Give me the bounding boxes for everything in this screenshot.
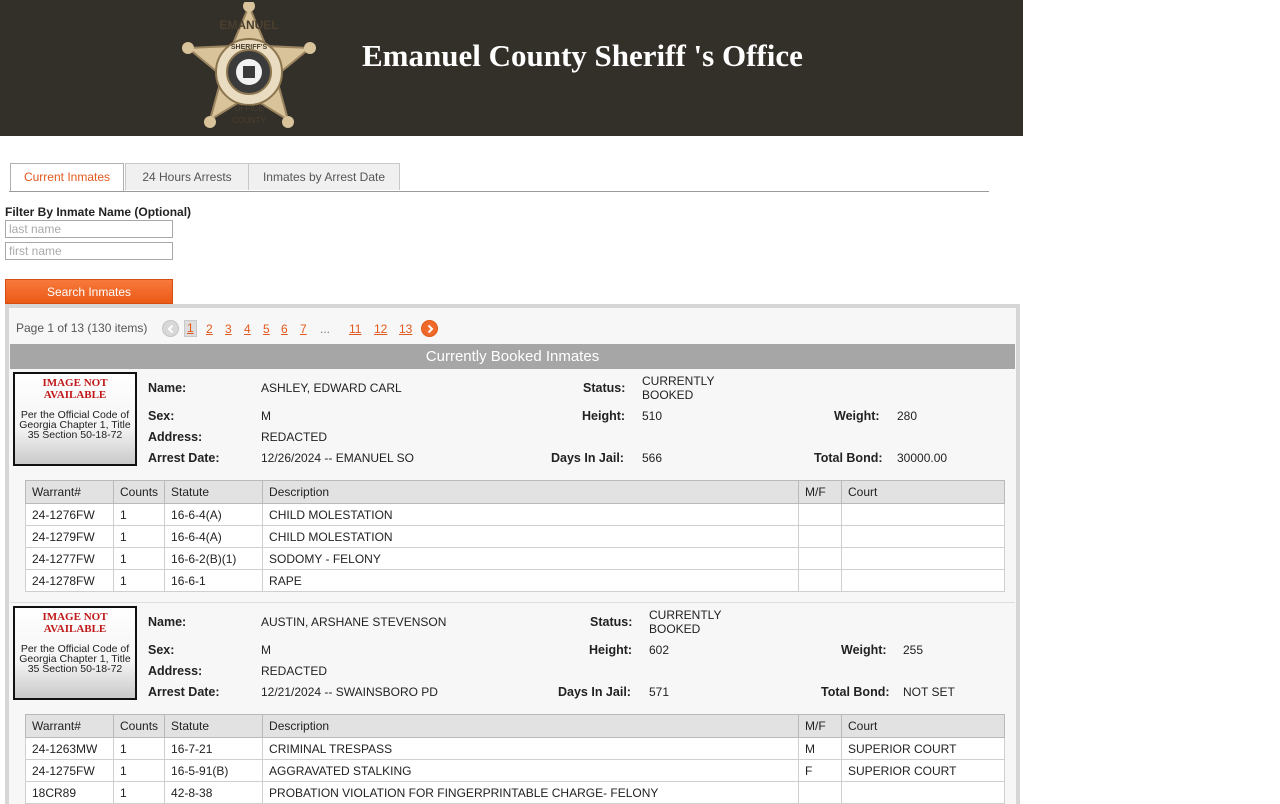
sheriff-badge-logo xyxy=(178,2,320,134)
total-bond-label: Total Bond: xyxy=(814,451,883,465)
grid-title: Currently Booked Inmates xyxy=(10,344,1015,369)
arrest-date-label: Arrest Date: xyxy=(148,451,220,465)
site-title: Emanuel County Sheriff 's Office xyxy=(362,38,803,73)
inmate-name[interactable]: AUSTIN, ARSHANE STEVENSON xyxy=(261,615,447,629)
chevron-left-icon xyxy=(166,324,176,334)
statute-cell: 16-6-4(A) xyxy=(165,504,263,526)
page-link-3[interactable]: 3 xyxy=(225,322,232,336)
sex-label: Sex: xyxy=(148,409,175,423)
statute-cell: 16-5-91(B) xyxy=(165,760,263,782)
prev-page-button[interactable] xyxy=(162,320,179,337)
table-row xyxy=(26,738,1005,760)
court-cell xyxy=(842,570,1005,592)
inmate-record xyxy=(10,369,1015,599)
tab-inmates-by-arrest-date[interactable]: Inmates by Arrest Date xyxy=(248,163,400,190)
counts-cell: 1 xyxy=(114,570,165,592)
arrest-date-label: Arrest Date: xyxy=(148,685,220,699)
inmates-grid xyxy=(5,304,1020,804)
address-label: Address: xyxy=(148,430,203,444)
table-row xyxy=(26,504,1005,526)
col-description: Description xyxy=(263,715,799,738)
court-cell: SUPERIOR COURT xyxy=(842,738,1005,760)
description-cell: AGGRAVATED STALKING xyxy=(263,760,799,782)
arrest-date-value: 12/21/2024 -- SWAINSBORO PD xyxy=(261,685,438,699)
table-row xyxy=(26,526,1005,548)
mf-cell xyxy=(799,548,842,570)
status-value-line1: CURRENTLY xyxy=(642,374,715,388)
georgia-code-text: Per the Official Code of Georgia Chapter 1, Title 35 Section 50-18-72 xyxy=(19,643,131,675)
charges-header-row xyxy=(26,715,1005,738)
description-cell: CRIMINAL TRESPASS xyxy=(263,738,799,760)
name-label: Name: xyxy=(148,381,187,395)
height-value: 510 xyxy=(642,409,663,423)
svg-text:SHERIFF'S: SHERIFF'S xyxy=(230,44,268,51)
inmate-photo-placeholder xyxy=(13,372,137,466)
page-link-2[interactable]: 2 xyxy=(206,322,213,336)
inmate-photo-placeholder xyxy=(13,606,137,700)
description-cell: SODOMY - FELONY xyxy=(263,548,799,570)
mf-cell xyxy=(799,526,842,548)
tab-current-inmates[interactable]: Current Inmates xyxy=(10,163,124,191)
address-value: REDACTED xyxy=(261,430,328,444)
total-bond-value: NOT SET xyxy=(903,685,955,699)
col-description: Description xyxy=(263,481,799,504)
status-value-line1: CURRENTLY xyxy=(649,608,722,622)
statute-cell: 16-6-2(B)(1) xyxy=(165,548,263,570)
site-header xyxy=(0,0,1023,136)
filter-label: Filter By Inmate Name (Optional) xyxy=(5,205,192,219)
col-court: Court xyxy=(842,481,1005,504)
counts-cell: 1 xyxy=(114,548,165,570)
days-in-jail-label: Days In Jail: xyxy=(551,451,624,465)
page-link-1[interactable]: 1 xyxy=(184,320,197,337)
page-link-6[interactable]: 6 xyxy=(281,322,288,336)
days-in-jail-label: Days In Jail: xyxy=(558,685,631,699)
total-bond-value: 30000.00 xyxy=(897,451,948,465)
counts-cell: 1 xyxy=(114,738,165,760)
statute-cell: 42-8-38 xyxy=(165,782,263,804)
georgia-code-text: Per the Official Code of Georgia Chapter 1, Title 35 Section 50-18-72 xyxy=(19,409,131,441)
height-label: Height: xyxy=(589,643,633,657)
counts-cell: 1 xyxy=(114,526,165,548)
mf-cell: F xyxy=(799,760,842,782)
court-cell xyxy=(842,504,1005,526)
mf-cell xyxy=(799,504,842,526)
svg-text:COUNTY: COUNTY xyxy=(232,116,266,125)
col-warrant: Warrant# xyxy=(26,481,114,504)
statute-cell: 16-6-4(A) xyxy=(165,526,263,548)
tab-24-hours-arrests[interactable]: 24 Hours Arrests xyxy=(125,163,249,190)
description-cell: CHILD MOLESTATION xyxy=(263,504,799,526)
table-row xyxy=(26,782,1005,804)
col-statute: Statute xyxy=(165,481,263,504)
warrant-cell: 24-1278FW xyxy=(26,570,114,592)
counts-cell: 1 xyxy=(114,782,165,804)
description-cell: CHILD MOLESTATION xyxy=(263,526,799,548)
statute-cell: 16-7-21 xyxy=(165,738,263,760)
status-label: Status: xyxy=(590,615,633,629)
mf-cell xyxy=(799,782,842,804)
col-counts: Counts xyxy=(114,481,165,504)
court-cell xyxy=(842,782,1005,804)
warrant-cell: 24-1263MW xyxy=(26,738,114,760)
table-row xyxy=(26,760,1005,782)
days-in-jail-value: 566 xyxy=(642,451,663,465)
page-link-13[interactable]: 13 xyxy=(399,322,413,336)
inmate-name[interactable]: ASHLEY, EDWARD CARL xyxy=(261,381,402,395)
col-court: Court xyxy=(842,715,1005,738)
weight-label: Weight: xyxy=(834,409,880,423)
mf-cell: M xyxy=(799,738,842,760)
page-link-7[interactable]: 7 xyxy=(300,322,307,336)
statute-cell: 16-6-1 xyxy=(165,570,263,592)
col-mf: M/F xyxy=(799,715,842,738)
table-row xyxy=(26,570,1005,592)
days-in-jail-value: 571 xyxy=(649,685,670,699)
warrant-cell: 24-1279FW xyxy=(26,526,114,548)
col-counts: Counts xyxy=(114,715,165,738)
status-value-line2: BOOKED xyxy=(642,388,694,402)
col-statute: Statute xyxy=(165,715,263,738)
sex-value: M xyxy=(261,643,271,657)
page-link-11[interactable]: 11 xyxy=(349,322,362,336)
search-inmates-button[interactable]: Search Inmates xyxy=(5,279,173,304)
image-not-available-text: IMAGE NOT AVAILABLE xyxy=(42,377,108,401)
counts-cell: 1 xyxy=(114,760,165,782)
charges-header-row xyxy=(26,481,1005,504)
inmate-record xyxy=(10,603,1015,804)
sex-label: Sex: xyxy=(148,643,175,657)
height-label: Height: xyxy=(582,409,626,423)
page-ellipsis[interactable]: ... xyxy=(320,322,331,336)
svg-text:OFFICE: OFFICE xyxy=(234,104,264,113)
name-label: Name: xyxy=(148,615,187,629)
page-link-4[interactable]: 4 xyxy=(244,322,251,336)
counts-cell: 1 xyxy=(114,504,165,526)
table-row xyxy=(26,548,1005,570)
total-bond-label: Total Bond: xyxy=(821,685,890,699)
pager-info: Page 1 of 13 (130 items) xyxy=(16,321,148,335)
warrant-cell: 18CR89 xyxy=(26,782,114,804)
address-label: Address: xyxy=(148,664,203,678)
next-page-button[interactable] xyxy=(421,320,438,337)
weight-label: Weight: xyxy=(841,643,887,657)
weight-value: 255 xyxy=(903,643,924,657)
warrant-cell: 24-1277FW xyxy=(26,548,114,570)
status-value-line2: BOOKED xyxy=(649,622,701,636)
inmate-tabs xyxy=(9,163,989,192)
col-mf: M/F xyxy=(799,481,842,504)
status-label: Status: xyxy=(583,381,626,395)
height-value: 602 xyxy=(649,643,670,657)
page-link-5[interactable]: 5 xyxy=(263,322,270,336)
charges-table xyxy=(25,480,1005,592)
court-cell: SUPERIOR COURT xyxy=(842,760,1005,782)
image-not-available-text: IMAGE NOT AVAILABLE xyxy=(42,611,108,635)
description-cell: PROBATION VIOLATION FOR FINGERPRINTABLE CHARGE- FELONY xyxy=(263,782,799,804)
last-name-input[interactable] xyxy=(5,220,173,238)
charges-table xyxy=(25,714,1005,804)
sex-value: M xyxy=(261,409,271,423)
court-cell xyxy=(842,548,1005,570)
description-cell: RAPE xyxy=(263,570,799,592)
page-link-12[interactable]: 12 xyxy=(374,322,388,336)
chevron-right-icon xyxy=(425,324,435,334)
col-warrant: Warrant# xyxy=(26,715,114,738)
arrest-date-value: 12/26/2024 -- EMANUEL SO xyxy=(261,451,414,465)
svg-text:EMANUEL: EMANUEL xyxy=(219,18,279,32)
warrant-cell: 24-1276FW xyxy=(26,504,114,526)
mf-cell xyxy=(799,570,842,592)
warrant-cell: 24-1275FW xyxy=(26,760,114,782)
weight-value: 280 xyxy=(897,409,918,423)
first-name-input[interactable] xyxy=(5,242,173,260)
address-value: REDACTED xyxy=(261,664,328,678)
court-cell xyxy=(842,526,1005,548)
